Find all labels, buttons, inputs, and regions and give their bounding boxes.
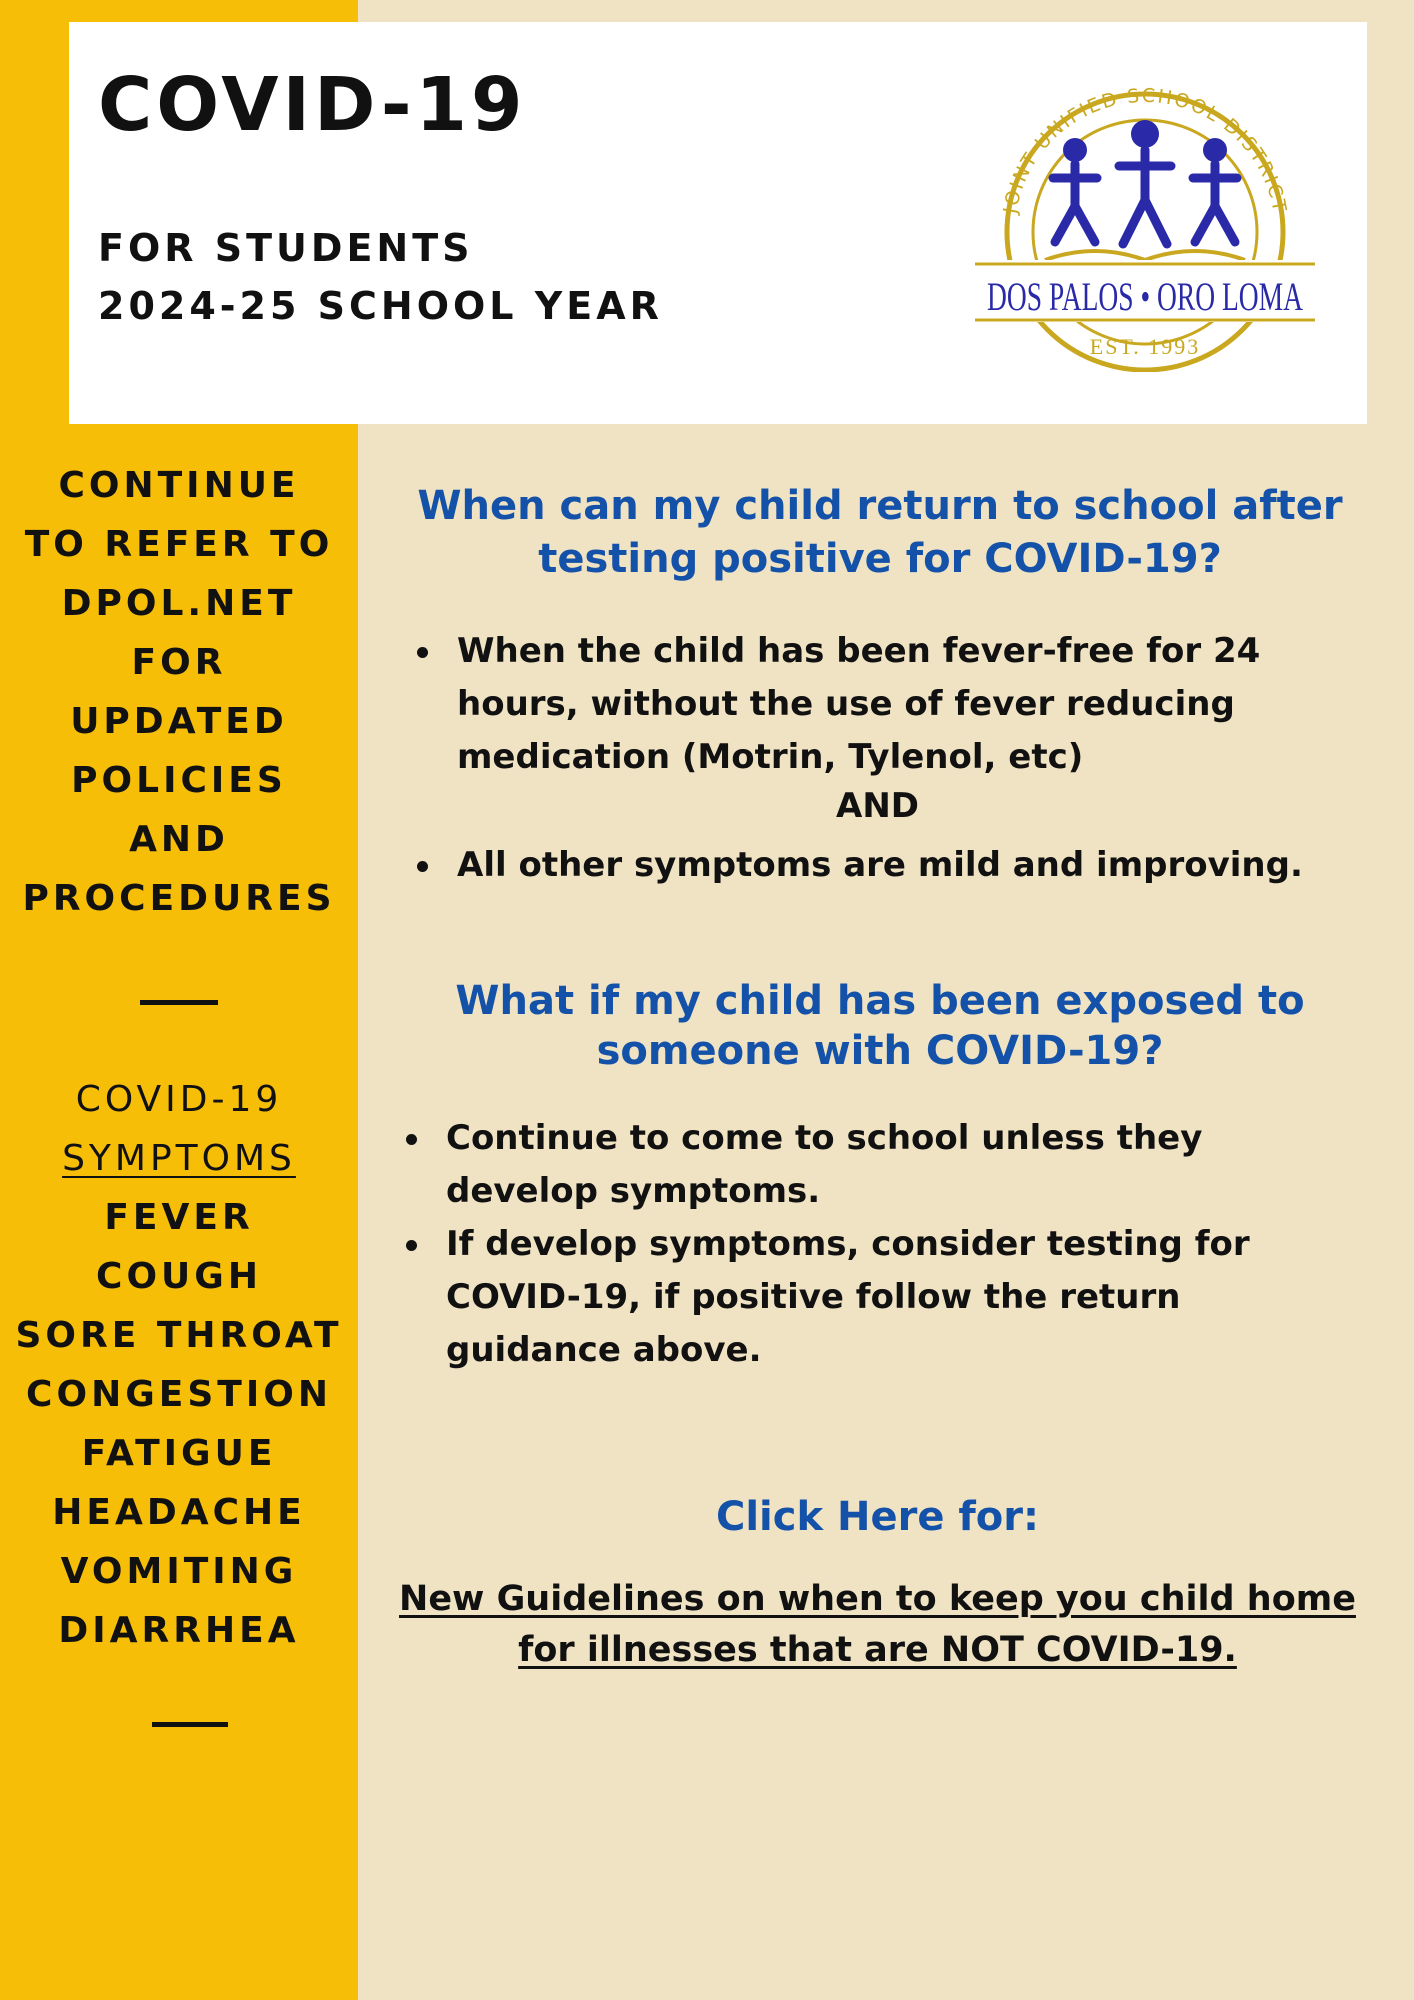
bullet-icon <box>406 1240 417 1251</box>
sidebar-symptoms-list <box>0 1070 358 1660</box>
symptom-item: SORE THROAT <box>15 1315 343 1356</box>
subtitle-audience: FOR STUDENTS <box>98 226 474 270</box>
symptoms-heading-underlined: SYMPTOMS <box>62 1138 296 1179</box>
symptom-item: FEVER <box>104 1197 254 1238</box>
exposure-guidance-list <box>406 1112 1306 1377</box>
symptom-item: FATIGUE <box>81 1433 277 1474</box>
exposure-guidance-continue: Continue to come to school unless they develop symptoms. <box>446 1118 1203 1211</box>
page-title: COVID-19 <box>98 62 527 148</box>
return-criterion-fever: When the child has been fever-free for 24 hours, without the use of fever reducing medication (Motrin, Tylenol, etc) <box>457 631 1261 777</box>
return-criterion-symptoms: All other symptoms are mild and improving. <box>457 845 1303 885</box>
symptoms-heading: COVID-19 <box>75 1079 283 1120</box>
sidebar-refer-line: PROCEDURES <box>22 878 336 919</box>
list-item <box>406 1218 1306 1377</box>
click-here-label: Click Here for: <box>715 1494 1039 1540</box>
logo-district-name: DOS PALOS • ORO LOMA <box>987 274 1304 319</box>
sidebar-refer-line: TO REFER TO <box>24 524 334 565</box>
district-logo-icon <box>975 82 1315 372</box>
subtitle-school-year: 2024-25 SCHOOL YEAR <box>98 284 663 328</box>
new-guidelines-link[interactable]: New Guidelines on when to keep you child home for illnesses that are NOT COVID-19. <box>399 1579 1356 1670</box>
exposure-guidance-testing: If develop symptoms, consider testing for COVID-19, if positive follow the return guidance above. <box>446 1224 1250 1370</box>
bullet-icon <box>406 1134 417 1145</box>
logo-top-text: JOINT UNIFIED SCHOOL DISTRICT <box>999 84 1291 216</box>
logo-est-text: EST. 1993 <box>1089 334 1201 359</box>
sidebar-divider <box>152 1722 228 1727</box>
symptom-item: HEADACHE <box>52 1492 306 1533</box>
sidebar-refer-line: CONTINUE <box>58 465 300 506</box>
list-item <box>406 1112 1306 1218</box>
bullet-icon <box>417 861 428 872</box>
bullet-icon <box>417 647 428 658</box>
list-item <box>417 625 1377 784</box>
return-criteria-list <box>417 625 1377 784</box>
symptom-item: VOMITING <box>60 1551 298 1592</box>
exposure-heading: What if my child has been exposed to someone with COVID-19? <box>455 978 1305 1074</box>
symptom-item: CONGESTION <box>26 1374 332 1415</box>
sidebar-refer-line: DPOL.NET <box>61 583 297 624</box>
symptom-item: COUGH <box>96 1256 262 1297</box>
return-criteria-list-continued <box>417 839 1377 892</box>
symptom-item: DIARRHEA <box>58 1610 300 1651</box>
list-item <box>417 839 1377 892</box>
sidebar-refer-note <box>0 456 358 928</box>
sidebar-refer-line: POLICIES <box>71 760 287 801</box>
sidebar-refer-line: FOR <box>131 642 227 683</box>
return-to-school-heading: When can my child return to school after testing positive for COVID-19? <box>417 483 1343 582</box>
sidebar-refer-line: UPDATED <box>70 701 288 742</box>
sidebar-refer-line: AND <box>129 819 229 860</box>
and-connector: AND <box>836 786 919 826</box>
sidebar-divider <box>140 1000 218 1005</box>
